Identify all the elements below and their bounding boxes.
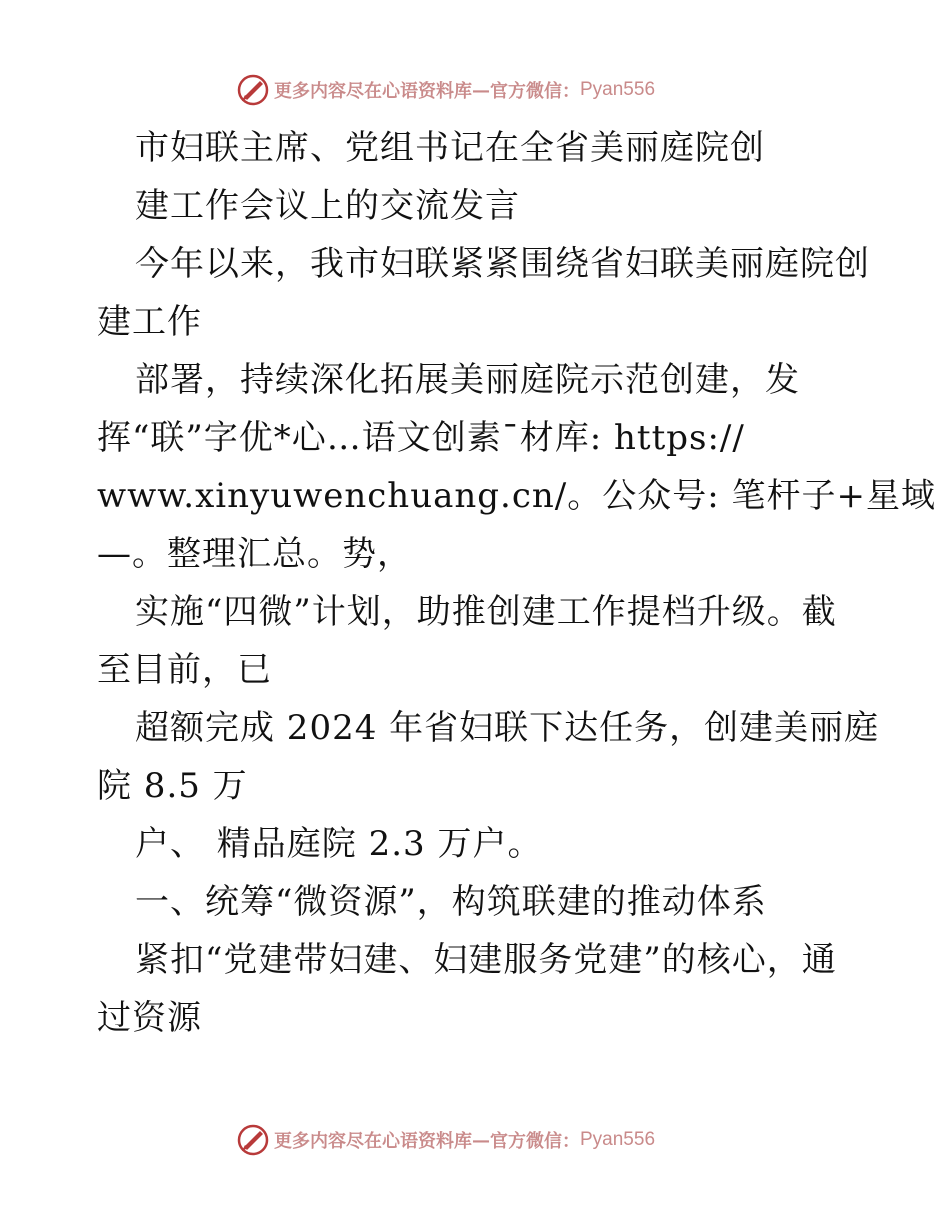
doc-line: 紧扣“党建带妇建、妇建服务党建”的核心，通 [135, 940, 837, 980]
doc-line: 今年以来，我市妇联紧紧围绕省妇联美丽庭院创 [135, 244, 870, 284]
watermark-separator: — [472, 79, 490, 101]
doc-line: 实施“四微”计划，助推创建工作提档升级。截 [135, 592, 837, 632]
quill-logo-icon [236, 73, 270, 107]
doc-line: 户、 精品庭院 2.3 万户。 [135, 824, 543, 864]
header-watermark [0, 70, 950, 110]
quill-logo-icon [236, 1123, 270, 1157]
watermark-wechat-label: 官方微信： [490, 1131, 580, 1152]
doc-line: 超额完成 2024 年省妇联下达任务，创建美丽庭 [135, 708, 880, 748]
watermark-content [236, 1120, 655, 1160]
doc-line: —。整理汇总。势， [97, 534, 412, 574]
watermark-text: 更多内容尽在心语资料库 [274, 1131, 472, 1152]
doc-line: 至目前，已 [97, 650, 272, 690]
doc-line: 挥“联”字优*心…语文创素¯材库: https:// [97, 418, 745, 458]
watermark-wechat-id: Pyan556 [580, 79, 656, 100]
doc-line: 院 8.5 万 [97, 766, 248, 806]
doc-line: 建工作会议上的交流发言 [135, 186, 520, 226]
doc-line: 过资源 [97, 998, 202, 1038]
doc-line: 一、统筹“微资源”，构筑联建的推动体系 [135, 882, 767, 922]
watermark-wechat-id: Pyan556 [580, 1129, 656, 1150]
watermark-separator: — [472, 1129, 490, 1151]
watermark-text: 更多内容尽在心语资料库 [274, 81, 472, 102]
doc-line: 建工作 [97, 302, 202, 342]
footer-watermark [0, 1120, 950, 1160]
doc-line: www.xinyuwenchuang.cn/。公众号: 笔杆子+星域 [97, 476, 936, 516]
doc-line: 部署，持续深化拓展美丽庭院示范创建，发 [135, 360, 800, 400]
doc-line: 市妇联主席、党组书记在全省美丽庭院创 [135, 128, 765, 168]
watermark-content [236, 70, 655, 110]
watermark-wechat-label: 官方微信： [490, 81, 580, 102]
